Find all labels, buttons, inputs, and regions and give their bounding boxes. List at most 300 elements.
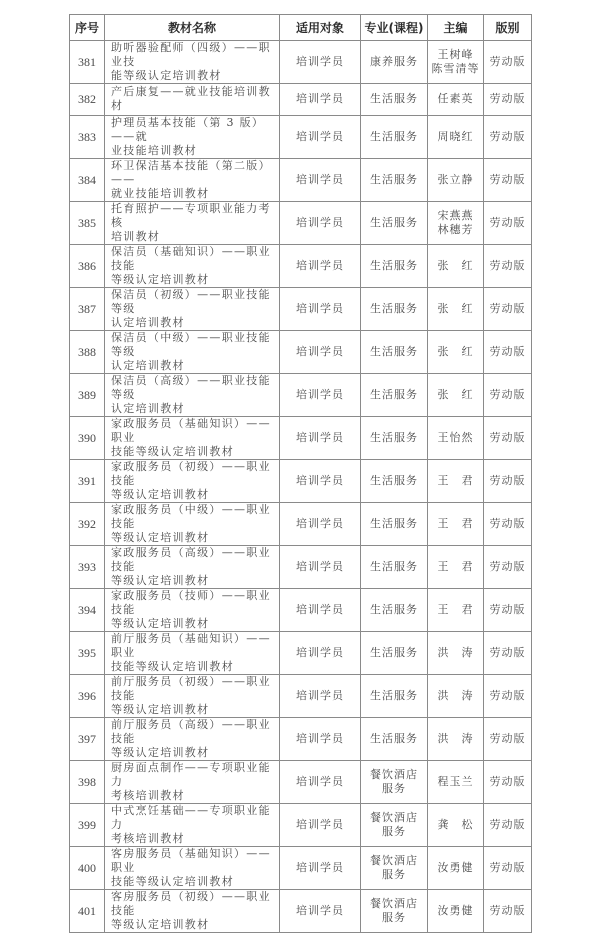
- cell-serial-number-text: 396: [78, 688, 96, 703]
- cell-editor: [428, 416, 484, 459]
- cell-textbook-name: [105, 416, 280, 459]
- cell-major-text: 生活服务: [370, 301, 418, 315]
- cell-edition-text: 劳动版: [489, 129, 526, 143]
- cell-textbook-name-text: 技能等级认定培训教材: [111, 444, 234, 458]
- cell-editor-text: 龚 松: [437, 817, 474, 831]
- cell-target-audience: [280, 41, 361, 84]
- cell-textbook-name-text: 保洁员（基础知识）——职业技能: [111, 244, 271, 272]
- cell-target-audience-text: 培训学员: [296, 55, 344, 68]
- cell-serial-number: [70, 803, 105, 846]
- cell-target-audience-text: 培训学员: [296, 688, 344, 702]
- cell-target-audience-text: 培训学员: [296, 860, 344, 874]
- cell-textbook-name: [105, 588, 280, 631]
- cell-textbook-name-text: 前厅服务员（高级）——职业技能: [111, 717, 271, 745]
- table-row: [70, 330, 532, 373]
- cell-major: [361, 631, 428, 674]
- cell-edition-text: 劳动版: [489, 92, 526, 106]
- cell-target-audience-text: 培训学员: [296, 774, 344, 788]
- cell-major: [361, 502, 428, 545]
- cell-textbook-name: [105, 889, 280, 932]
- cell-serial-number: [70, 244, 105, 287]
- header-major: 专业(课程): [361, 15, 428, 41]
- table-row: [70, 158, 532, 201]
- cell-serial-number-text: 395: [78, 645, 96, 660]
- cell-edition-text: 劳动版: [489, 903, 526, 917]
- cell-target-audience-text: 培训学员: [296, 559, 344, 573]
- cell-serial-number-text: 401: [78, 903, 96, 918]
- cell-edition-text: 劳动版: [489, 602, 526, 616]
- cell-serial-number-text: 397: [78, 731, 96, 746]
- cell-edition-text: 劳动版: [489, 387, 526, 401]
- cell-major: [361, 459, 428, 502]
- cell-serial-number-text: 398: [78, 774, 96, 789]
- cell-edition-text: 劳动版: [489, 688, 526, 702]
- cell-editor: [428, 588, 484, 631]
- cell-target-audience: [280, 201, 361, 244]
- cell-major: [361, 244, 428, 287]
- cell-textbook-name-text: 前厅服务员（基础知识）——职业: [111, 631, 271, 659]
- cell-major: [361, 416, 428, 459]
- cell-textbook-name-text: 保洁员（高级）——职业技能等级: [111, 373, 271, 401]
- cell-major: [361, 588, 428, 631]
- cell-major: [361, 158, 428, 201]
- cell-textbook-name-text: 家政服务员（高级）——职业技能: [111, 545, 271, 573]
- cell-textbook-name-text: 就业技能培训教材: [111, 186, 210, 200]
- cell-serial-number: [70, 201, 105, 244]
- table-row: [70, 631, 532, 674]
- cell-edition-text: 劳动版: [489, 731, 526, 745]
- cell-serial-number: [70, 84, 105, 116]
- cell-textbook-name-text: 等级认定培训教材: [111, 487, 210, 501]
- cell-textbook-name: [105, 84, 280, 116]
- cell-edition-text: 劳动版: [489, 516, 526, 530]
- cell-target-audience-text: 培训学员: [296, 92, 344, 106]
- cell-edition-text: 劳动版: [489, 645, 526, 659]
- cell-textbook-name: [105, 287, 280, 330]
- cell-editor-text: 宋燕燕: [437, 208, 474, 222]
- cell-major-text: 生活服务: [370, 516, 418, 530]
- cell-edition: [484, 41, 532, 84]
- cell-textbook-name: [105, 803, 280, 846]
- cell-editor: [428, 803, 484, 846]
- cell-major: [361, 846, 428, 889]
- cell-textbook-name-text: 产后康复——就业技能培训教材: [111, 85, 271, 113]
- cell-serial-number-text: 381: [78, 55, 96, 69]
- textbook-table: [69, 14, 532, 933]
- cell-serial-number-text: 391: [78, 473, 96, 488]
- cell-target-audience-text: 培训学员: [296, 344, 344, 358]
- cell-textbook-name-text: 客房服务员（基础知识）——职业: [111, 846, 271, 874]
- cell-editor: [428, 459, 484, 502]
- cell-major-text: 生活服务: [370, 172, 418, 186]
- table-row: [70, 545, 532, 588]
- cell-edition: [484, 244, 532, 287]
- cell-textbook-name: [105, 158, 280, 201]
- cell-editor-text: 洪 涛: [437, 645, 474, 659]
- cell-major-text: 生活服务: [370, 387, 418, 401]
- cell-serial-number-text: 382: [78, 92, 96, 107]
- cell-edition: [484, 631, 532, 674]
- cell-editor: [428, 545, 484, 588]
- cell-textbook-name-text: 前厅服务员（初级）——职业技能: [111, 674, 271, 702]
- cell-target-audience: [280, 588, 361, 631]
- cell-textbook-name-text: 技能等级认定培训教材: [111, 659, 234, 673]
- cell-major: [361, 674, 428, 717]
- cell-textbook-name-text: 家政服务员（中级）——职业技能: [111, 502, 271, 530]
- cell-editor-text: 王树峰: [437, 48, 474, 61]
- table-row: [70, 416, 532, 459]
- cell-textbook-name-text: 家政服务员（基础知识）——职业: [111, 416, 271, 444]
- cell-major: [361, 373, 428, 416]
- table-row: [70, 674, 532, 717]
- cell-editor: [428, 201, 484, 244]
- cell-serial-number-text: 383: [78, 129, 96, 144]
- cell-editor-text: 程玉兰: [437, 774, 474, 788]
- cell-editor: [428, 41, 484, 84]
- cell-editor: [428, 760, 484, 803]
- table-row: [70, 803, 532, 846]
- cell-major-text: 生活服务: [370, 731, 418, 745]
- cell-major-text: 生活服务: [370, 645, 418, 659]
- cell-serial-number: [70, 287, 105, 330]
- cell-edition-text: 劳动版: [489, 473, 526, 487]
- cell-editor: [428, 717, 484, 760]
- cell-target-audience: [280, 502, 361, 545]
- cell-target-audience-text: 培训学员: [296, 516, 344, 530]
- cell-target-audience: [280, 287, 361, 330]
- cell-edition: [484, 803, 532, 846]
- cell-major-text: 餐饮酒店: [370, 853, 418, 867]
- cell-editor-text: 洪 涛: [437, 688, 474, 702]
- cell-edition: [484, 330, 532, 373]
- cell-edition: [484, 373, 532, 416]
- cell-textbook-name: [105, 41, 280, 84]
- cell-textbook-name-text: 保洁员（中级）——职业技能等级: [111, 330, 271, 358]
- table-row: [70, 41, 532, 84]
- cell-editor: [428, 373, 484, 416]
- cell-edition: [484, 588, 532, 631]
- cell-serial-number-text: 390: [78, 430, 96, 445]
- cell-edition: [484, 459, 532, 502]
- cell-major-text: 生活服务: [370, 92, 418, 106]
- cell-edition-text: 劳动版: [489, 215, 526, 229]
- cell-editor-text: 张 红: [437, 301, 474, 315]
- cell-target-audience: [280, 459, 361, 502]
- cell-edition: [484, 84, 532, 116]
- cell-textbook-name-text: 考核培训教材: [111, 831, 185, 845]
- cell-edition: [484, 545, 532, 588]
- cell-serial-number: [70, 373, 105, 416]
- cell-major-text: 服务: [382, 910, 406, 924]
- cell-target-audience-text: 培训学员: [296, 258, 344, 272]
- table-row: [70, 889, 532, 932]
- cell-editor: [428, 287, 484, 330]
- cell-textbook-name: [105, 717, 280, 760]
- cell-editor-text: 王 君: [437, 516, 474, 530]
- table-row: [70, 459, 532, 502]
- cell-textbook-name-text: 等级认定培训教材: [111, 745, 210, 759]
- cell-textbook-name-text: 厨房面点制作——专项职业能力: [111, 760, 271, 788]
- cell-editor-text: 汝勇健: [437, 860, 474, 874]
- cell-editor: [428, 631, 484, 674]
- cell-target-audience-text: 培训学员: [296, 129, 344, 143]
- cell-edition: [484, 889, 532, 932]
- cell-textbook-name-text: 认定培训教材: [111, 358, 185, 372]
- cell-serial-number: [70, 631, 105, 674]
- cell-editor: [428, 115, 484, 158]
- cell-serial-number-text: 400: [78, 860, 96, 875]
- cell-textbook-name: [105, 115, 280, 158]
- cell-target-audience-text: 培训学员: [296, 387, 344, 401]
- cell-editor-text: 林穗芳: [437, 222, 474, 236]
- cell-major: [361, 41, 428, 84]
- table-body: [70, 41, 532, 933]
- table-row: [70, 846, 532, 889]
- cell-major-text: 餐饮酒店: [370, 767, 418, 781]
- cell-textbook-name-text: 护理员基本技能（第 3 版）——就: [111, 115, 265, 143]
- cell-edition: [484, 201, 532, 244]
- cell-serial-number-text: 392: [78, 516, 96, 531]
- cell-serial-number: [70, 588, 105, 631]
- cell-textbook-name: [105, 846, 280, 889]
- cell-serial-number: [70, 717, 105, 760]
- cell-textbook-name: [105, 459, 280, 502]
- cell-editor: [428, 158, 484, 201]
- cell-serial-number: [70, 41, 105, 84]
- cell-textbook-name-text: 培训教材: [111, 229, 161, 243]
- cell-major: [361, 330, 428, 373]
- cell-textbook-name-text: 托育照护——专项职业能力考核: [111, 201, 271, 229]
- cell-textbook-name: [105, 244, 280, 287]
- cell-serial-number: [70, 846, 105, 889]
- cell-target-audience: [280, 889, 361, 932]
- cell-edition: [484, 674, 532, 717]
- header-serial-number: 序号: [70, 15, 105, 41]
- cell-textbook-name-text: 考核培训教材: [111, 788, 185, 802]
- cell-editor: [428, 330, 484, 373]
- table-row: [70, 84, 532, 116]
- cell-textbook-name-text: 等级认定培训教材: [111, 616, 210, 630]
- cell-target-audience-text: 培训学员: [296, 473, 344, 487]
- cell-textbook-name-text: 技能等级认定培训教材: [111, 874, 234, 888]
- cell-serial-number: [70, 760, 105, 803]
- cell-textbook-name-text: 认定培训教材: [111, 401, 185, 415]
- cell-edition-text: 劳动版: [489, 301, 526, 315]
- cell-edition: [484, 760, 532, 803]
- cell-major-text: 生活服务: [370, 473, 418, 487]
- cell-target-audience-text: 培训学员: [296, 602, 344, 616]
- cell-edition: [484, 287, 532, 330]
- cell-textbook-name: [105, 373, 280, 416]
- cell-major-text: 服务: [382, 781, 406, 795]
- cell-target-audience: [280, 158, 361, 201]
- cell-serial-number-text: 399: [78, 817, 96, 832]
- cell-target-audience: [280, 760, 361, 803]
- cell-editor-text: 张 红: [437, 387, 474, 401]
- cell-editor-text: 张 红: [437, 258, 474, 272]
- cell-major-text: 服务: [382, 824, 406, 838]
- cell-serial-number: [70, 115, 105, 158]
- cell-serial-number-text: 387: [78, 301, 96, 316]
- cell-textbook-name: [105, 502, 280, 545]
- cell-major-text: 生活服务: [370, 559, 418, 573]
- cell-textbook-name-text: 等级认定培训教材: [111, 272, 210, 286]
- cell-target-audience: [280, 545, 361, 588]
- cell-serial-number: [70, 416, 105, 459]
- cell-textbook-name-text: 保洁员（初级）——职业技能等级: [111, 287, 271, 315]
- cell-textbook-name-text: 家政服务员（技师）——职业技能: [111, 588, 271, 616]
- cell-target-audience: [280, 803, 361, 846]
- cell-major-text: 生活服务: [370, 344, 418, 358]
- cell-textbook-name: [105, 201, 280, 244]
- table-row: [70, 115, 532, 158]
- table-row: [70, 717, 532, 760]
- cell-serial-number-text: 393: [78, 559, 96, 574]
- cell-serial-number: [70, 459, 105, 502]
- cell-editor-text: 张 红: [437, 344, 474, 358]
- table-row: [70, 244, 532, 287]
- header-row: [70, 15, 532, 41]
- header-edition: 版别: [484, 15, 532, 41]
- cell-target-audience: [280, 631, 361, 674]
- cell-serial-number: [70, 158, 105, 201]
- header-textbook-name: 教材名称: [105, 15, 280, 41]
- cell-major-text: 餐饮酒店: [370, 810, 418, 824]
- cell-editor-text: 周晓红: [437, 129, 474, 143]
- cell-edition-text: 劳动版: [489, 430, 526, 444]
- cell-major-text: 服务: [382, 867, 406, 881]
- cell-textbook-name-text: 环卫保洁基本技能（第二版）——: [111, 158, 271, 186]
- cell-serial-number-text: 388: [78, 344, 96, 359]
- cell-textbook-name-text: 认定培训教材: [111, 315, 185, 329]
- cell-editor: [428, 889, 484, 932]
- cell-major-text: 生活服务: [370, 258, 418, 272]
- cell-textbook-name-text: 客房服务员（初级）——职业技能: [111, 889, 271, 917]
- cell-editor-text: 陈雪清等: [431, 62, 480, 75]
- cell-editor-text: 王怡然: [437, 430, 474, 444]
- cell-textbook-name: [105, 330, 280, 373]
- cell-editor: [428, 84, 484, 116]
- table-row: [70, 201, 532, 244]
- cell-editor: [428, 502, 484, 545]
- cell-editor-text: 张立静: [437, 172, 474, 186]
- cell-textbook-name-text: 等级认定培训教材: [111, 573, 210, 587]
- cell-major: [361, 115, 428, 158]
- cell-serial-number-text: 394: [78, 602, 96, 617]
- table-row: [70, 373, 532, 416]
- cell-major: [361, 287, 428, 330]
- cell-editor-text: 任素英: [437, 92, 474, 106]
- cell-edition: [484, 846, 532, 889]
- cell-editor-text: 王 君: [437, 602, 474, 616]
- cell-textbook-name-text: 业技能培训教材: [111, 143, 198, 157]
- table-row: [70, 287, 532, 330]
- cell-target-audience-text: 培训学员: [296, 430, 344, 444]
- cell-target-audience: [280, 330, 361, 373]
- cell-major: [361, 760, 428, 803]
- cell-edition: [484, 416, 532, 459]
- cell-textbook-name-text: 中式烹饪基础——专项职业能力: [111, 803, 271, 831]
- cell-edition-text: 劳动版: [489, 258, 526, 272]
- cell-major: [361, 84, 428, 116]
- cell-textbook-name-text: 家政服务员（初级）——职业技能: [111, 459, 271, 487]
- cell-target-audience: [280, 373, 361, 416]
- cell-textbook-name: [105, 545, 280, 588]
- cell-major-text: 餐饮酒店: [370, 896, 418, 910]
- cell-target-audience: [280, 416, 361, 459]
- cell-target-audience-text: 培训学员: [296, 731, 344, 745]
- cell-edition: [484, 502, 532, 545]
- cell-textbook-name: [105, 631, 280, 674]
- cell-edition-text: 劳动版: [489, 344, 526, 358]
- cell-target-audience-text: 培训学员: [296, 645, 344, 659]
- cell-edition-text: 劳动版: [489, 774, 526, 788]
- cell-edition-text: 劳动版: [489, 860, 526, 874]
- cell-edition-text: 劳动版: [489, 817, 526, 831]
- cell-serial-number-text: 385: [78, 215, 96, 230]
- cell-textbook-name: [105, 760, 280, 803]
- cell-major-text: 生活服务: [370, 430, 418, 444]
- cell-edition: [484, 158, 532, 201]
- cell-textbook-name-text: 助听器验配师（四级）——职业技: [111, 41, 271, 68]
- cell-target-audience: [280, 84, 361, 116]
- cell-target-audience-text: 培训学员: [296, 172, 344, 186]
- table-row: [70, 760, 532, 803]
- cell-major-text: 生活服务: [370, 688, 418, 702]
- cell-serial-number: [70, 545, 105, 588]
- cell-edition-text: 劳动版: [489, 55, 526, 68]
- cell-major-text: 生活服务: [370, 129, 418, 143]
- cell-target-audience: [280, 674, 361, 717]
- cell-serial-number-text: 389: [78, 387, 96, 402]
- cell-editor-text: 王 君: [437, 473, 474, 487]
- cell-major-text: 生活服务: [370, 215, 418, 229]
- cell-major: [361, 803, 428, 846]
- header-target-audience: 适用对象: [280, 15, 361, 41]
- cell-target-audience-text: 培训学员: [296, 215, 344, 229]
- cell-edition: [484, 717, 532, 760]
- cell-serial-number: [70, 889, 105, 932]
- cell-serial-number-text: 386: [78, 258, 96, 273]
- cell-editor: [428, 846, 484, 889]
- cell-target-audience: [280, 115, 361, 158]
- cell-textbook-name-text: 能等级认定培训教材: [111, 69, 222, 82]
- cell-editor: [428, 244, 484, 287]
- cell-target-audience: [280, 244, 361, 287]
- cell-textbook-name: [105, 674, 280, 717]
- cell-major: [361, 717, 428, 760]
- cell-edition: [484, 115, 532, 158]
- cell-target-audience-text: 培训学员: [296, 301, 344, 315]
- header-editor: 主编: [428, 15, 484, 41]
- cell-major-text: 生活服务: [370, 602, 418, 616]
- cell-editor-text: 洪 涛: [437, 731, 474, 745]
- cell-editor: [428, 674, 484, 717]
- cell-target-audience: [280, 846, 361, 889]
- cell-major-text: 康养服务: [370, 55, 418, 68]
- cell-target-audience-text: 培训学员: [296, 903, 344, 917]
- cell-major: [361, 889, 428, 932]
- cell-textbook-name-text: 等级认定培训教材: [111, 702, 210, 716]
- cell-serial-number: [70, 502, 105, 545]
- cell-textbook-name-text: 等级认定培训教材: [111, 530, 210, 544]
- cell-target-audience-text: 培训学员: [296, 817, 344, 831]
- cell-serial-number: [70, 674, 105, 717]
- table-row: [70, 502, 532, 545]
- cell-edition-text: 劳动版: [489, 172, 526, 186]
- cell-major: [361, 545, 428, 588]
- cell-editor-text: 汝勇健: [437, 903, 474, 917]
